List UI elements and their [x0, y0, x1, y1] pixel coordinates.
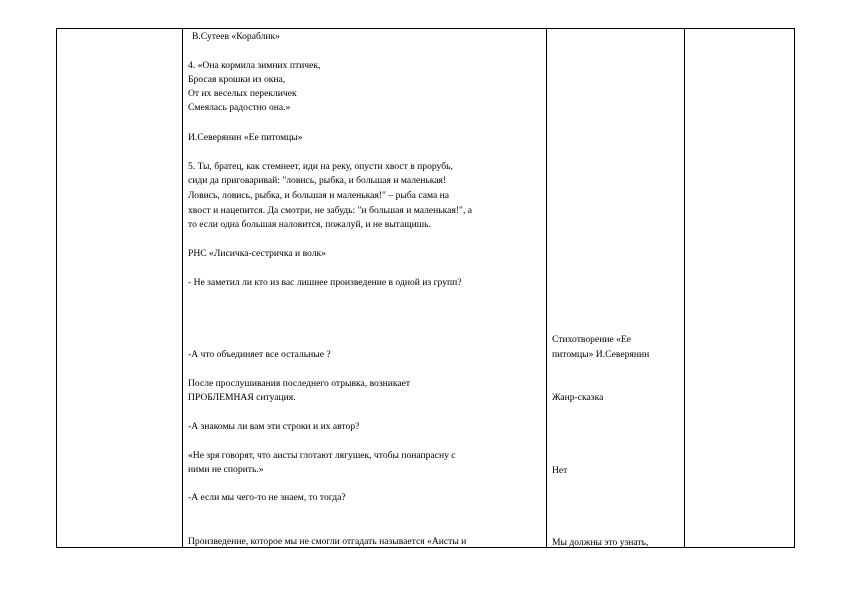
problem-line: ПРОБЛЕМНАЯ ситуация. — [188, 392, 296, 403]
fairy-tale-line: то если одна большая наловится, пожалуй, и не вытащишь. — [188, 219, 431, 230]
quote-line: ними не спорить.» — [188, 464, 264, 475]
poem-line: 4. «Она кормила зимних птичек, — [188, 60, 321, 71]
author-title-sutееv: В.Сутеев «Кораблик» — [192, 31, 280, 42]
answer-line: питомцы» И.Северянин — [552, 349, 650, 360]
fairy-tale-line: хвост и нацепится. Да смотри, не забудь: "и большая и маленькая!", а — [188, 205, 473, 216]
quote-line: «Не зря говорят, что аисты глотают лягушек, чтобы понапрасну с — [188, 450, 456, 461]
question-common: -А что объединяет все остальные ? — [188, 349, 331, 360]
final-line: Произведение, которое мы не смогли отгадать называется «Аисты и — [188, 536, 467, 547]
fairy-tale-line: сиди да приговаривай: "ловись, рыбка, и большая и маленькая! — [188, 175, 447, 186]
poem-line: Смеялась радостно она.» — [188, 102, 291, 113]
question-extra-work: - Не заметил ли кто из вас лишнее произведение в одной из групп? — [188, 277, 462, 288]
answer-no: Нет — [552, 465, 568, 476]
answer-should-know: Мы должны это узнать, — [552, 537, 649, 548]
problem-line: После прослушивания последнего отрывка, возникает — [188, 378, 411, 389]
answer-line: Стихотворение «Ее — [552, 334, 632, 345]
fairy-tale-line: 5. Ты, братец, как стемнеет, иди на реку, опусти хвост в прорубь, — [188, 161, 453, 172]
question-unknown: -А если мы чего-то не знаем, то тогда? — [188, 492, 346, 503]
poem-line: От их веселых перекличек — [188, 88, 297, 99]
answer-genre: Жанр-сказка — [552, 392, 604, 403]
fairy-tale-line: Ловись, ловись, рыбка, и большая и маленькая!" – рыба сама на — [188, 190, 450, 201]
author-title-rns: РНС «Лисичка-сестричка и волк» — [188, 248, 326, 259]
author-title-severyanin: И.Северянин «Ее питомцы» — [188, 132, 303, 143]
question-familiar-lines: -А знакомы ли вам эти строки и их автор? — [188, 421, 360, 432]
poem-line: Бросая крошки из окна, — [188, 74, 286, 85]
